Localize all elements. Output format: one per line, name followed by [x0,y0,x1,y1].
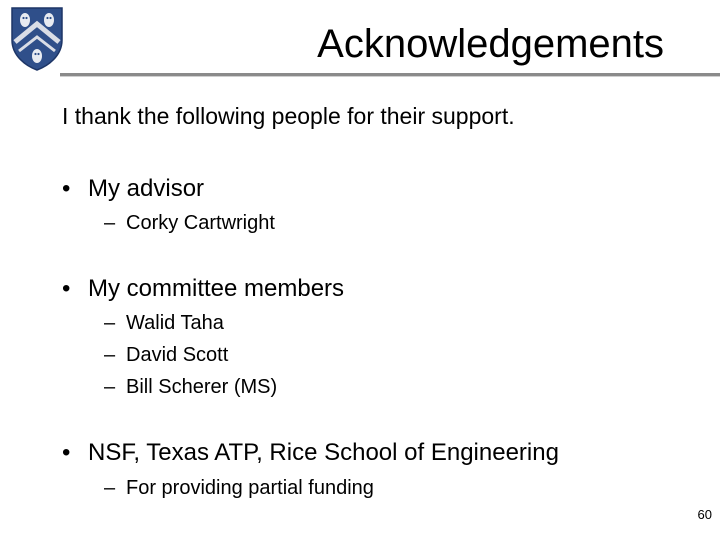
bullet-advisor [62,174,204,204]
advisor-list [104,207,275,239]
bullet-label: My advisor [88,175,205,202]
dash-marker: – [104,212,116,234]
dash-marker: – [104,344,116,366]
dash-marker: – [104,312,116,334]
bullet-marker: • [62,439,71,466]
bullet-label: My committee members [88,275,345,302]
rice-shield-icon [8,4,66,72]
list-item [104,207,275,239]
list-item-text: Corky Cartwright [126,212,275,234]
bullet-committee [62,274,344,304]
list-item-text: David Scott [126,344,229,366]
list-item [104,307,277,339]
list-item [104,472,374,504]
list-item [104,371,277,403]
funding-list [104,472,374,504]
bullet-funding [62,438,559,468]
slide-title: Acknowledgements [317,22,664,66]
bullet-label: NSF, Texas ATP, Rice School of Engineering [88,439,559,466]
dash-marker: – [104,477,116,499]
dash-marker: – [104,376,116,398]
list-item [104,339,277,371]
page-number: 60 [697,507,712,522]
list-item-text: For providing partial funding [126,477,374,499]
title-divider [60,73,720,76]
bullet-marker: • [62,275,71,302]
committee-list [104,307,277,403]
intro-text: I thank the following people for their support. [62,103,515,129]
list-item-text: Bill Scherer (MS) [126,376,278,398]
bullet-marker: • [62,175,71,202]
list-item-text: Walid Taha [126,312,224,334]
